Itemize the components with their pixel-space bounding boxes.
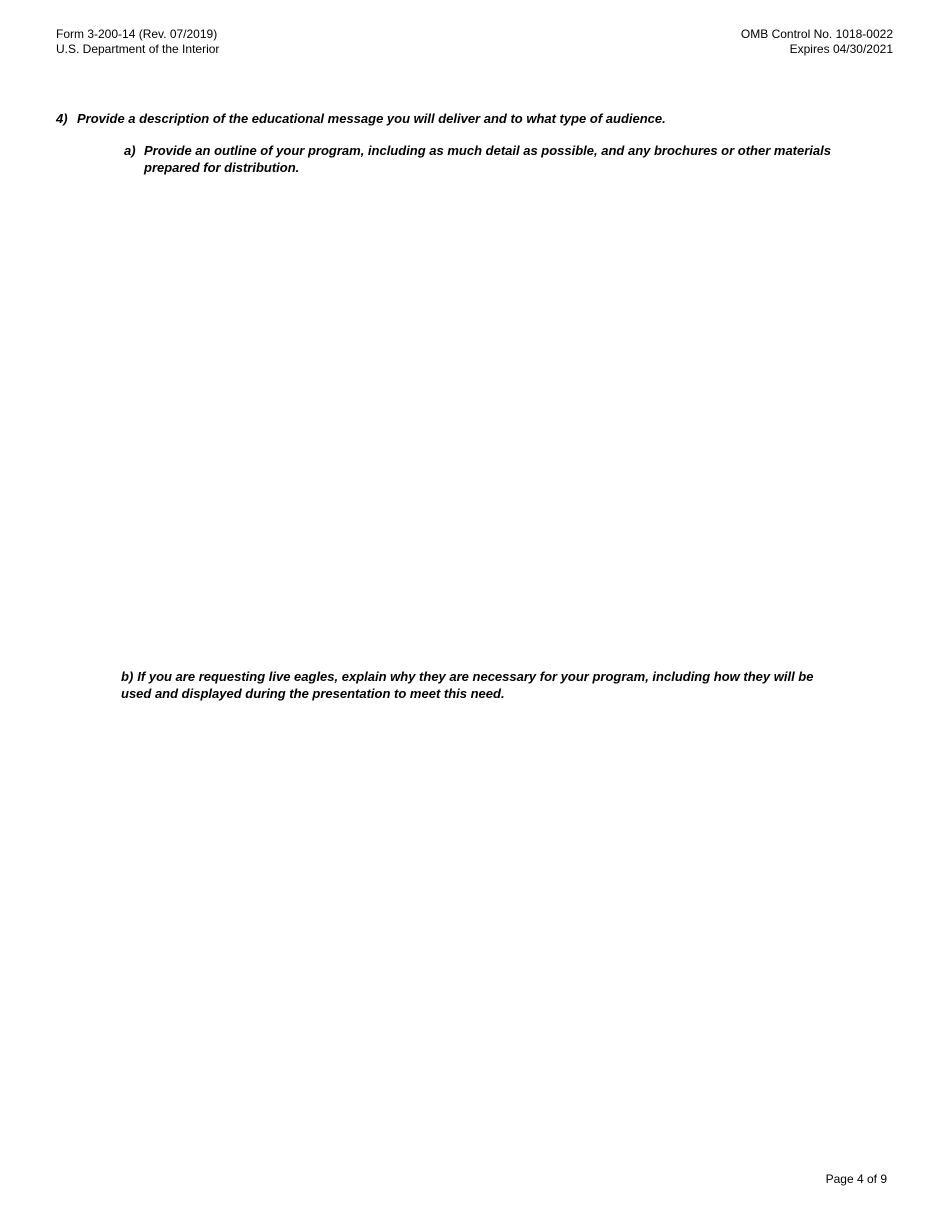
department-name: U.S. Department of the Interior (56, 42, 220, 56)
question-4a-letter: a) (124, 143, 136, 158)
form-number: Form 3-200-14 (Rev. 07/2019) (56, 27, 218, 41)
question-4b (121, 668, 836, 702)
question-4-number: 4) (56, 111, 68, 126)
question-4-text: Provide a description of the educational message you will deliver and to what type of audience. (77, 111, 666, 126)
question-4b-letter: b) (121, 669, 134, 684)
omb-control-number: OMB Control No. 1018-0022 (740, 27, 893, 41)
page-number: Page 4 of 9 (825, 1172, 887, 1186)
expiration-date: Expires 04/30/2021 (789, 42, 893, 56)
question-4a-text: Provide an outline of your program, including as much detail as possible, and any brochures or other materials prepared for distribution. (144, 143, 831, 175)
question-4b-text: If you are requesting live eagles, explain why they are necessary for your program, including how they will be used and displayed during the presentation to meet this need. (121, 669, 814, 701)
question-4a (124, 142, 834, 176)
form-header-right (741, 27, 893, 57)
form-header-left (56, 27, 219, 57)
question-4 (56, 110, 916, 127)
